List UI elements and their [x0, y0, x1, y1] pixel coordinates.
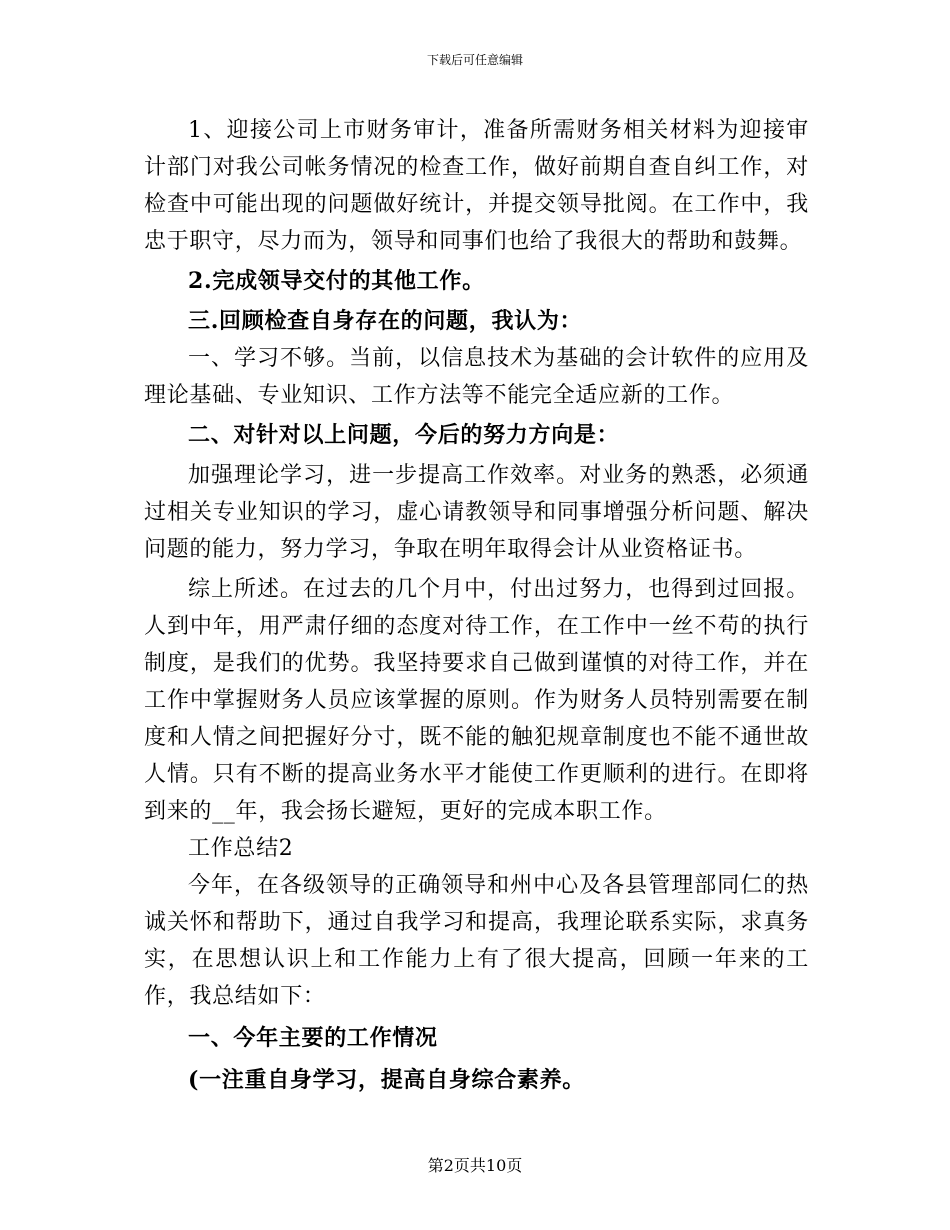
paragraph-10-heading: 一、今年主要的工作情况: [188, 1025, 438, 1051]
page-header: 下载后可任意编辑: [426, 53, 523, 67]
paragraph-7: 综上所述。在过去的几个月中，付出过努力，也得到过回报。人到中年，用严肃仔细的态度对待工作，在工作中一丝不苟的执行制度，是我们的优势。我坚持要求自己做到谨慎的对待工作，并在工作中掌握财务人员应该掌握的原则。作为财务人员特别需要在制度和人情之间把握好分寸，既不能的触犯规章制度也不能不通世故人情。只有不断的提高业务水平才能使工作更顺利的进行。在即将到来的__年，我会扬长避短，更好的完成本职工作。: [144, 577, 809, 824]
paragraph-8-title: 工作总结2: [188, 836, 294, 861]
paragraph-1: 1、迎接公司上市财务审计，准备所需财务相关材料为迎接审计部门对我公司帐务情况的检查工作，做好前期自查自纠工作，对检查中可能出现的问题做好统计，并提交领导批阅。在工作中，我忠于职守，尽力而为，领导和同事们也给了我很大的帮助和鼓舞。: [144, 118, 809, 254]
paragraph-4: 一、学习不够。当前，以信息技术为基础的会计软件的应用及理论基础、专业知识、工作方法等不能完全适应新的工作。: [144, 346, 809, 408]
document-body: [144, 112, 809, 1099]
paragraph-3-heading: 三.回顾检查自身存在的问题，我认为：: [188, 308, 583, 334]
paragraph-11-heading: (一注重自身学习，提高自身综合素养。: [188, 1067, 586, 1093]
paragraph-9: 今年，在各级领导的正确领导和州中心及各县管理部同仁的热诚关怀和帮助下，通过自我学习和提高，我理论联系实际，求真务实，在思想认识上和工作能力上有了很大提高，回顾一年来的工作，我总结如下：: [144, 873, 809, 1009]
paragraph-5-heading: 二、对针对以上问题，今后的努力方向是：: [188, 422, 620, 448]
page-footer: 第2页共10页: [427, 1156, 523, 1175]
paragraph-2-heading: 2.完成领导交付的其他工作。: [188, 268, 485, 294]
paragraph-6: 加强理论学习，进一步提高工作效率。对业务的熟悉，必须通过相关专业知识的学习，虚心请教领导和同事增强分析问题、解决问题的能力，努力学习，争取在明年取得会计从业资格证书。: [144, 463, 809, 562]
